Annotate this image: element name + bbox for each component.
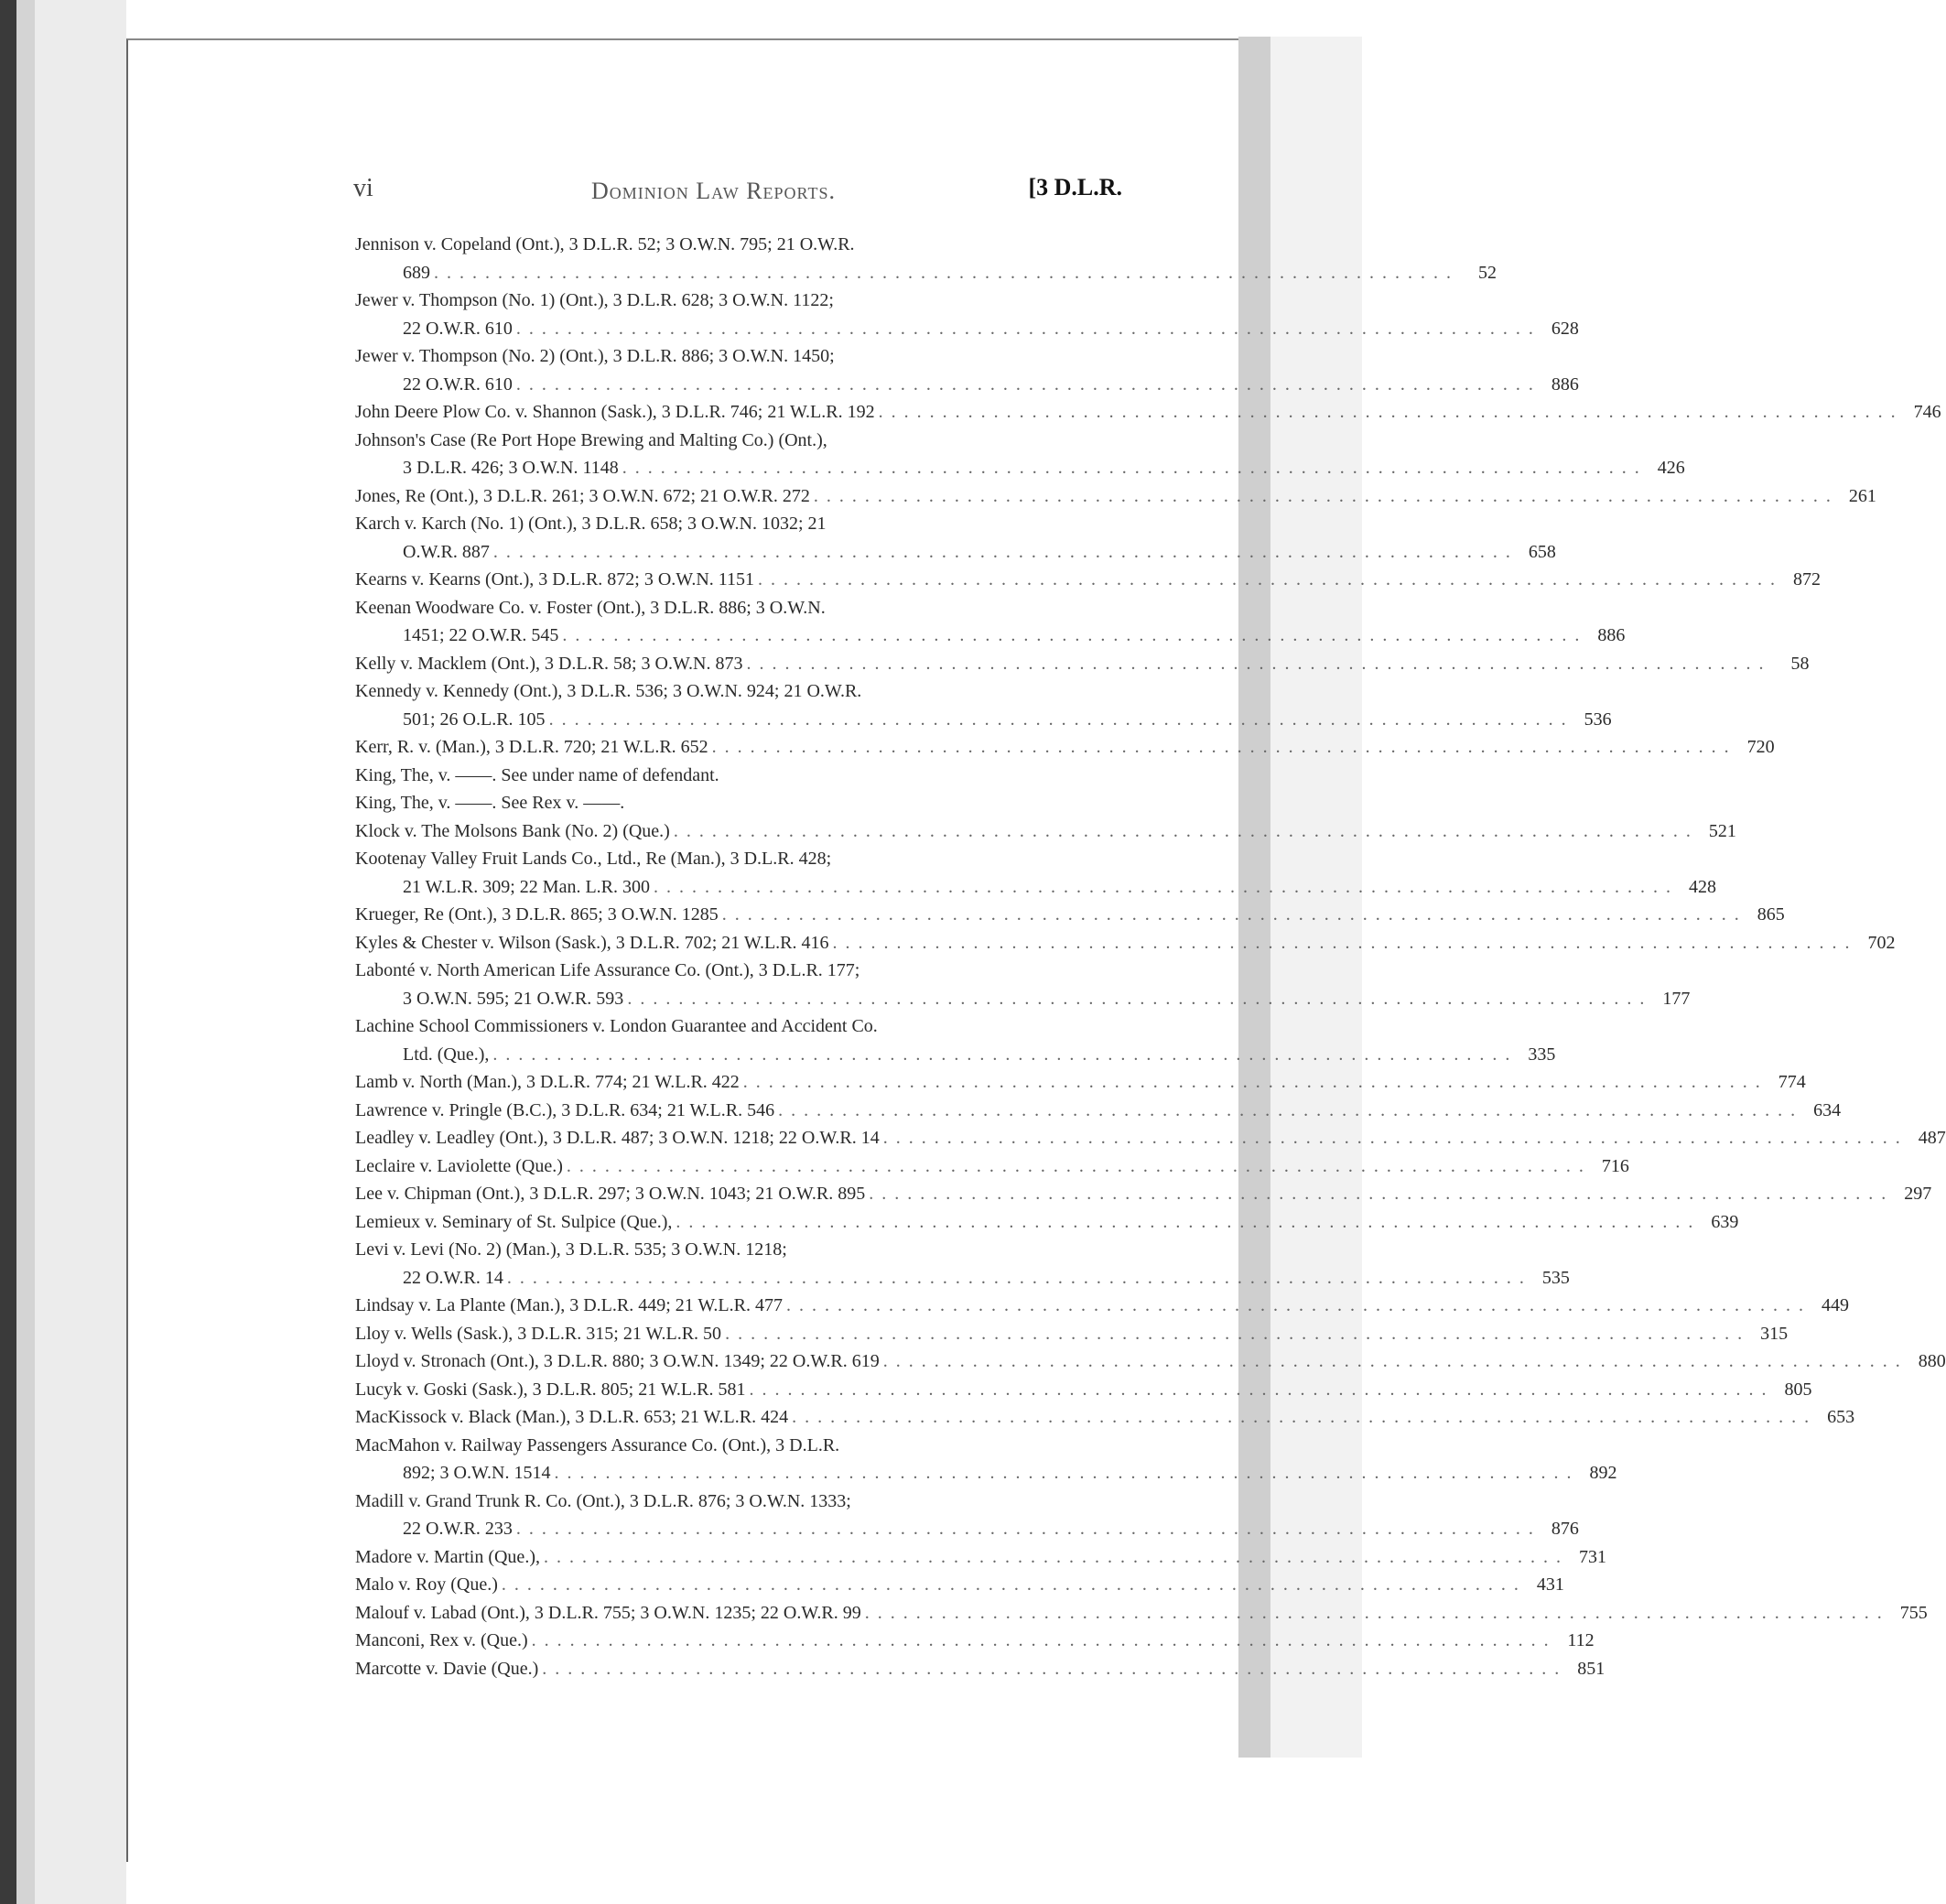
leader-dots: . . . . . . . . . . . . . . . . . . . . . . . . . . . . . . . . . . . . . . . . . . . . . . . . . . . . . . . . . . . . . . . . . . . . . . . . . . . . . . . . <box>562 625 1582 645</box>
case-citation-text: Lawrence v. Pringle (B.C.), 3 D.L.R. 634; 21 W.L.R. 546 <box>355 1099 775 1120</box>
entry-line <box>355 1403 1855 1432</box>
leader-dots: . . . . . . . . . . . . . . . . . . . . . . . . . . . . . . . . . . . . . . . . . . . . . . . . . . . . . . . . . . . . . . . . . . . . . . . . . . . . . . . . <box>878 402 1897 422</box>
leader-dots: . . . . . . . . . . . . . . . . . . . . . . . . . . . . . . . . . . . . . . . . . . . . . . . . . . . . . . . . . . . . . . . . . . . . . . . . . . . . . . . . <box>711 737 1731 757</box>
case-citation-text: 501; 26 O.L.R. 105 <box>403 709 546 730</box>
case-citation-text: 21 W.L.R. 309; 22 Man. L.R. 300 <box>403 876 651 897</box>
case-citation-text: Lloy v. Wells (Sask.), 3 D.L.R. 315; 21 W.L.R. 50 <box>355 1323 722 1344</box>
case-citation-text: Madore v. Martin (Que.), <box>355 1546 540 1567</box>
entry-line <box>355 1012 1126 1041</box>
index-entry <box>355 929 1896 957</box>
case-citation-text: 3 D.L.R. 426; 3 O.W.N. 1148 <box>403 458 619 478</box>
entry-continuation-line <box>355 371 1579 399</box>
entry-line <box>355 1571 1564 1599</box>
case-page-number: 886 <box>1597 625 1626 645</box>
case-page-number: 58 <box>1790 653 1810 674</box>
leader-dots: . . . . . . . . . . . . . . . . . . . . . . . . . . . . . . . . . . . . . . . . . . . . . . . . . . . . . . . . . . . . . . . . . . . . . . . . . . . . . . . . <box>746 653 1766 674</box>
case-page-number: 876 <box>1551 1519 1579 1539</box>
case-citation-text: 22 O.W.R. 14 <box>403 1267 503 1288</box>
case-citation-text: John Deere Plow Co. v. Shannon (Sask.), 3 D.L.R. 746; 21 W.L.R. 192 <box>355 402 875 422</box>
leader-dots: . . . . . . . . . . . . . . . . . . . . . . . . . . . . . . . . . . . . . . . . . . . . . . . . . . . . . . . . . . . . . . . . . . . . . . . . . . . . . . . . <box>566 1155 1585 1176</box>
case-citation-text: Keenan Woodware Co. v. Foster (Ont.), 3 D.L.R. 886; 3 O.W.N. <box>355 597 826 618</box>
index-entry <box>355 398 1941 427</box>
index-entry <box>355 677 1612 733</box>
leader-dots: . . . . . . . . . . . . . . . . . . . . . . . . . . . . . . . . . . . . . . . . . . . . . . . . . . . . . . . . . . . . . . . . . . . . . . . . . . . . . . . . <box>725 1323 1745 1344</box>
case-citation-text: Jewer v. Thompson (No. 2) (Ont.), 3 D.L.R. 886; 3 O.W.N. 1450; <box>355 346 835 366</box>
entry-line <box>355 1292 1849 1320</box>
index-entry <box>355 1320 1789 1348</box>
entry-line <box>355 1488 1126 1516</box>
case-page-number: 261 <box>1848 485 1876 506</box>
case-citation-text: 22 O.W.R. 610 <box>403 373 513 395</box>
entry-line <box>355 342 1126 371</box>
book-edge-shadow <box>16 0 35 1904</box>
entry-continuation-line <box>355 315 1579 343</box>
case-citation-text: Jennison v. Copeland (Ont.), 3 D.L.R. 52; 3 O.W.N. 795; 21 O.W.R. <box>355 234 855 254</box>
entry-line <box>355 566 1822 594</box>
case-citation-text: Malo v. Roy (Que.) <box>355 1574 498 1595</box>
case-citation-text: Lee v. Chipman (Ont.), 3 D.L.R. 297; 3 O.W.N. 1043; 21 O.W.R. 895 <box>355 1184 866 1204</box>
case-page-number: 112 <box>1567 1630 1595 1650</box>
leader-dots: . . . . . . . . . . . . . . . . . . . . . . . . . . . . . . . . . . . . . . . . . . . . . . . . . . . . . . . . . . . . . . . . . . . . . . . . . . . . . . . . <box>543 1546 1562 1567</box>
entry-line <box>355 1208 1739 1237</box>
index-entry <box>355 1376 1812 1404</box>
case-citation-text: Klock v. The Molsons Bank (No. 2) (Que.) <box>355 820 670 841</box>
entry-line <box>355 733 1775 762</box>
leader-dots: . . . . . . . . . . . . . . . . . . . . . . . . . . . . . . . . . . . . . . . . . . . . . . . . . . . . . . . . . . . . . . . . . . . . . . . . . . . . . . . . <box>778 1099 1798 1120</box>
leader-dots: . . . . . . . . . . . . . . . . . . . . . . . . . . . . . . . . . . . . . . . . . . . . . . . . . . . . . . . . . . . . . . . . . . . . . . . . . . . . . . . . <box>492 541 1512 562</box>
entry-line <box>355 398 1941 427</box>
index-entry <box>355 1012 1556 1068</box>
leader-dots: . . . . . . . . . . . . . . . . . . . . . . . . . . . . . . . . . . . . . . . . . . . . . . . . . . . . . . . . . . . . . . . . . . . . . . . . . . . . . . . . <box>792 1407 1811 1427</box>
case-citation-text: Lucyk v. Goski (Sask.), 3 D.L.R. 805; 21 W.L.R. 581 <box>355 1379 746 1400</box>
entry-line <box>355 1655 1605 1683</box>
case-citation-text: Karch v. Karch (No. 1) (Ont.), 3 D.L.R. 658; 3 O.W.N. 1032; 21 <box>355 514 827 534</box>
index-entry <box>355 1347 1946 1376</box>
leader-dots: . . . . . . . . . . . . . . . . . . . . . . . . . . . . . . . . . . . . . . . . . . . . . . . . . . . . . . . . . . . . . . . . . . . . . . . . . . . . . . . . <box>531 1630 1551 1650</box>
case-page-number: 805 <box>1784 1379 1812 1400</box>
leader-dots: . . . . . . . . . . . . . . . . . . . . . . . . . . . . . . . . . . . . . . . . . . . . . . . . . . . . . . . . . . . . . . . . . . . . . . . . . . . . . . . . <box>813 485 1832 506</box>
index-entry <box>355 1571 1564 1599</box>
index-entry <box>355 1208 1739 1237</box>
leader-dots: . . . . . . . . . . . . . . . . . . . . . . . . . . . . . . . . . . . . . . . . . . . . . . . . . . . . . . . . . . . . . . . . . . . . . . . . . . . . . . . . <box>869 1184 1888 1204</box>
leader-dots: . . . . . . . . . . . . . . . . . . . . . . . . . . . . . . . . . . . . . . . . . . . . . . . . . . . . . . . . . . . . . . . . . . . . . . . . . . . . . . . . <box>882 1128 1902 1148</box>
entry-line <box>355 901 1785 929</box>
leader-dots: . . . . . . . . . . . . . . . . . . . . . . . . . . . . . . . . . . . . . . . . . . . . . . . . . . . . . . . . . . . . . . . . . . . . . . . . . . . . . . . . <box>673 820 1692 841</box>
case-page-number: 851 <box>1577 1658 1605 1679</box>
leader-dots: . . . . . . . . . . . . . . . . . . . . . . . . . . . . . . . . . . . . . . . . . . . . . . . . . . . . . . . . . . . . . . . . . . . . . . . . . . . . . . . . <box>627 988 1647 1009</box>
entry-continuation-line <box>355 1459 1617 1488</box>
entry-line <box>355 762 1126 790</box>
index-entry <box>355 594 1626 650</box>
entry-line <box>355 1376 1812 1404</box>
case-page-number: 872 <box>1793 569 1822 590</box>
entry-line <box>355 1097 1842 1125</box>
case-page-number: 536 <box>1584 709 1612 730</box>
entry-line <box>355 817 1736 846</box>
entry-line <box>355 287 1126 315</box>
entry-line <box>355 594 1126 622</box>
index-entry <box>355 1124 1946 1152</box>
index-entry <box>355 1655 1605 1683</box>
index-entry <box>355 287 1579 342</box>
leader-dots: . . . . . . . . . . . . . . . . . . . . . . . . . . . . . . . . . . . . . . . . . . . . . . . . . . . . . . . . . . . . . . . . . . . . . . . . . . . . . . . . <box>515 318 1535 339</box>
entry-line <box>355 789 1126 817</box>
index-entry <box>355 1180 1932 1208</box>
case-index-list <box>355 231 1946 1682</box>
case-citation-text: Leclaire v. Laviolette (Que.) <box>355 1155 563 1176</box>
entry-line <box>355 845 1126 873</box>
case-page-number: 521 <box>1708 820 1736 841</box>
index-entry <box>355 1236 1570 1292</box>
case-page-number: 628 <box>1551 318 1579 339</box>
case-page-number: 746 <box>1913 402 1941 422</box>
index-entry <box>355 1488 1579 1543</box>
index-entry <box>355 1097 1842 1125</box>
case-citation-text: King, The, v. ——. See Rex v. ——. <box>355 793 625 813</box>
leader-dots: . . . . . . . . . . . . . . . . . . . . . . . . . . . . . . . . . . . . . . . . . . . . . . . . . . . . . . . . . . . . . . . . . . . . . . . . . . . . . . . . <box>434 262 1453 283</box>
case-page-number: 335 <box>1528 1044 1556 1065</box>
index-entry <box>355 845 1717 901</box>
entry-line <box>355 1068 1806 1097</box>
running-title: Dominion Law Reports. <box>591 178 836 204</box>
case-citation-text: 22 O.W.R. 233 <box>403 1519 513 1539</box>
case-citation-text: Marcotte v. Davie (Que.) <box>355 1658 539 1679</box>
case-page-number: 880 <box>1918 1351 1946 1371</box>
index-entry <box>355 817 1736 846</box>
leader-dots: . . . . . . . . . . . . . . . . . . . . . . . . . . . . . . . . . . . . . . . . . . . . . . . . . . . . . . . . . . . . . . . . . . . . . . . . . . . . . . . . <box>864 1602 1884 1623</box>
index-entry <box>355 650 1810 678</box>
leader-dots: . . . . . . . . . . . . . . . . . . . . . . . . . . . . . . . . . . . . . . . . . . . . . . . . . . . . . . . . . . . . . . . . . . . . . . . . . . . . . . . . <box>786 1295 1805 1315</box>
index-entry <box>355 566 1822 594</box>
case-citation-text: MacMahon v. Railway Passengers Assurance Co. (Ont.), 3 D.L.R. <box>355 1434 840 1455</box>
entry-continuation-line <box>355 538 1556 567</box>
index-entry <box>355 231 1497 287</box>
case-page-number: 755 <box>1899 1602 1928 1623</box>
case-page-number: 487 <box>1918 1128 1946 1148</box>
index-entry <box>355 1068 1806 1097</box>
entry-line <box>355 1124 1946 1152</box>
entry-continuation-line <box>355 259 1497 287</box>
leader-dots: . . . . . . . . . . . . . . . . . . . . . . . . . . . . . . . . . . . . . . . . . . . . . . . . . . . . . . . . . . . . . . . . . . . . . . . . . . . . . . . . <box>742 1072 1762 1092</box>
leader-dots: . . . . . . . . . . . . . . . . . . . . . . . . . . . . . . . . . . . . . . . . . . . . . . . . . . . . . . . . . . . . . . . . . . . . . . . . . . . . . . . . <box>721 904 1741 925</box>
leader-dots: . . . . . . . . . . . . . . . . . . . . . . . . . . . . . . . . . . . . . . . . . . . . . . . . . . . . . . . . . . . . . . . . . . . . . . . . . . . . . . . . <box>749 1379 1768 1400</box>
case-citation-text: King, The, v. ——. See under name of defendant. <box>355 764 719 785</box>
index-entry <box>355 762 1126 790</box>
leader-dots: . . . . . . . . . . . . . . . . . . . . . . . . . . . . . . . . . . . . . . . . . . . . . . . . . . . . . . . . . . . . . . . . . . . . . . . . . . . . . . . . <box>882 1351 1902 1371</box>
leader-dots: . . . . . . . . . . . . . . . . . . . . . . . . . . . . . . . . . . . . . . . . . . . . . . . . . . . . . . . . . . . . . . . . . . . . . . . . . . . . . . . . <box>542 1658 1562 1679</box>
case-page-number: 702 <box>1867 932 1896 953</box>
index-entry <box>355 1152 1629 1181</box>
case-citation-text: Labonté v. North American Life Assurance Co. (Ont.), 3 D.L.R. 177; <box>355 960 860 980</box>
case-page-number: 658 <box>1528 541 1556 562</box>
index-entry <box>355 427 1685 482</box>
case-page-number: 297 <box>1904 1184 1932 1204</box>
case-citation-text: Leadley v. Leadley (Ont.), 3 D.L.R. 487; 3 O.W.N. 1218; 22 O.W.R. 14 <box>355 1128 880 1148</box>
case-citation-text: Lloyd v. Stronach (Ont.), 3 D.L.R. 880; 3 O.W.N. 1349; 22 O.W.R. 619 <box>355 1351 880 1371</box>
case-page-number: 177 <box>1662 988 1691 1009</box>
leader-dots: . . . . . . . . . . . . . . . . . . . . . . . . . . . . . . . . . . . . . . . . . . . . . . . . . . . . . . . . . . . . . . . . . . . . . . . . . . . . . . . . <box>654 876 1673 897</box>
index-entry <box>355 1292 1849 1320</box>
leader-dots: . . . . . . . . . . . . . . . . . . . . . . . . . . . . . . . . . . . . . . . . . . . . . . . . . . . . . . . . . . . . . . . . . . . . . . . . . . . . . . . . <box>548 709 1568 730</box>
index-entry <box>355 901 1785 929</box>
leader-dots: . . . . . . . . . . . . . . . . . . . . . . . . . . . . . . . . . . . . . . . . . . . . . . . . . . . . . . . . . . . . . . . . . . . . . . . . . . . . . . . . <box>501 1574 1520 1595</box>
page-header <box>353 174 1122 211</box>
case-citation-text: Lemieux v. Seminary of St. Sulpice (Que.), <box>355 1211 673 1232</box>
case-citation-text: Jewer v. Thompson (No. 1) (Ont.), 3 D.L.R. 628; 3 O.W.N. 1122; <box>355 290 834 310</box>
case-page-number: 428 <box>1689 876 1717 897</box>
entry-line <box>355 1543 1606 1572</box>
entry-line <box>355 427 1126 455</box>
case-page-number: 731 <box>1578 1546 1606 1567</box>
case-citation-text: Kelly v. Macklem (Ont.), 3 D.L.R. 58; 3 O.W.N. 873 <box>355 653 743 674</box>
entry-line <box>355 1347 1946 1376</box>
entry-line <box>355 957 1126 985</box>
case-citation-text: 3 O.W.N. 595; 21 O.W.R. 593 <box>403 988 624 1009</box>
case-page-number: 865 <box>1757 904 1785 925</box>
case-citation-text: Manconi, Rex v. (Que.) <box>355 1630 528 1650</box>
entry-line <box>355 1599 1928 1628</box>
page-number: vi <box>353 174 373 202</box>
case-page-number: 886 <box>1551 373 1579 395</box>
case-citation-text: MacKissock v. Black (Man.), 3 D.L.R. 653; 21 W.L.R. 424 <box>355 1407 789 1427</box>
case-citation-text: Ltd. (Que.), <box>403 1044 490 1065</box>
case-citation-text: 1451; 22 O.W.R. 545 <box>403 625 559 645</box>
case-citation-text: Lamb v. North (Man.), 3 D.L.R. 774; 21 W.L.R. 422 <box>355 1072 740 1092</box>
leader-dots: . . . . . . . . . . . . . . . . . . . . . . . . . . . . . . . . . . . . . . . . . . . . . . . . . . . . . . . . . . . . . . . . . . . . . . . . . . . . . . . . <box>676 1211 1695 1232</box>
leader-dots: . . . . . . . . . . . . . . . . . . . . . . . . . . . . . . . . . . . . . . . . . . . . . . . . . . . . . . . . . . . . . . . . . . . . . . . . . . . . . . . . <box>515 1519 1535 1539</box>
entry-continuation-line <box>355 622 1626 650</box>
case-citation-text: Kyles & Chester v. Wilson (Sask.), 3 D.L.R. 702; 21 W.L.R. 416 <box>355 932 829 953</box>
index-entry <box>355 342 1579 398</box>
book-spine-edge <box>0 0 16 1904</box>
leader-dots: . . . . . . . . . . . . . . . . . . . . . . . . . . . . . . . . . . . . . . . . . . . . . . . . . . . . . . . . . . . . . . . . . . . . . . . . . . . . . . . . <box>492 1044 1512 1065</box>
case-page-number: 535 <box>1541 1267 1570 1288</box>
index-entry <box>355 957 1691 1012</box>
case-citation-text: Levi v. Levi (No. 2) (Man.), 3 D.L.R. 535; 3 O.W.N. 1218; <box>355 1239 787 1260</box>
index-entry <box>355 789 1126 817</box>
entry-continuation-line <box>355 873 1717 902</box>
entry-line <box>355 1236 1126 1264</box>
case-citation-text: Kootenay Valley Fruit Lands Co., Ltd., Re (Man.), 3 D.L.R. 428; <box>355 849 832 869</box>
entry-continuation-line <box>355 454 1685 482</box>
case-citation-text: 22 O.W.R. 610 <box>403 318 513 339</box>
entry-continuation-line <box>355 706 1612 734</box>
case-page-number: 449 <box>1822 1295 1849 1315</box>
entry-line <box>355 1627 1595 1655</box>
entry-line <box>355 1320 1789 1348</box>
leader-dots: . . . . . . . . . . . . . . . . . . . . . . . . . . . . . . . . . . . . . . . . . . . . . . . . . . . . . . . . . . . . . . . . . . . . . . . . . . . . . . . . <box>554 1463 1573 1483</box>
case-page-number: 639 <box>1711 1211 1739 1232</box>
case-citation-text: Lachine School Commissioners v. London Guarantee and Accident Co. <box>355 1016 878 1036</box>
index-entry <box>355 510 1556 566</box>
scan-margin-left <box>35 0 126 1904</box>
index-entry <box>355 733 1775 762</box>
case-citation-text: Malouf v. Labad (Ont.), 3 D.L.R. 755; 3 O.W.N. 1235; 22 O.W.R. 99 <box>355 1602 861 1623</box>
case-page-number: 634 <box>1813 1099 1842 1120</box>
case-citation-text: Krueger, Re (Ont.), 3 D.L.R. 865; 3 O.W.N. 1285 <box>355 904 719 925</box>
entry-continuation-line <box>355 1515 1579 1543</box>
case-citation-text: Madill v. Grand Trunk R. Co. (Ont.), 3 D.L.R. 876; 3 O.W.N. 1333; <box>355 1490 851 1511</box>
case-page-number: 653 <box>1827 1407 1855 1427</box>
index-entry <box>355 1599 1928 1628</box>
case-citation-text: Kennedy v. Kennedy (Ont.), 3 D.L.R. 536; 3 O.W.N. 924; 21 O.W.R. <box>355 681 862 701</box>
index-entry <box>355 1543 1606 1572</box>
entry-continuation-line <box>355 1041 1556 1069</box>
leader-dots: . . . . . . . . . . . . . . . . . . . . . . . . . . . . . . . . . . . . . . . . . . . . . . . . . . . . . . . . . . . . . . . . . . . . . . . . . . . . . . . . <box>758 569 1778 590</box>
case-citation-text: Kerr, R. v. (Man.), 3 D.L.R. 720; 21 W.L.R. 652 <box>355 737 708 757</box>
volume-label: [3 D.L.R. <box>1028 174 1122 200</box>
entry-line <box>355 482 1876 511</box>
case-citation-text: Johnson's Case (Re Port Hope Brewing and Malting Co.) (Ont.), <box>355 429 827 450</box>
leader-dots: . . . . . . . . . . . . . . . . . . . . . . . . . . . . . . . . . . . . . . . . . . . . . . . . . . . . . . . . . . . . . . . . . . . . . . . . . . . . . . . . <box>622 458 1641 478</box>
index-entry <box>355 1627 1595 1655</box>
case-citation-text: Lindsay v. La Plante (Man.), 3 D.L.R. 449; 21 W.L.R. 477 <box>355 1295 783 1315</box>
entry-line <box>355 929 1896 957</box>
case-citation-text: Kearns v. Kearns (Ont.), 3 D.L.R. 872; 3 O.W.N. 1151 <box>355 569 755 590</box>
entry-line <box>355 1180 1932 1208</box>
entry-continuation-line <box>355 985 1691 1013</box>
case-citation-text: Jones, Re (Ont.), 3 D.L.R. 261; 3 O.W.N. 672; 21 O.W.R. 272 <box>355 485 810 506</box>
entry-line <box>355 677 1126 706</box>
case-page-number: 426 <box>1657 458 1685 478</box>
case-citation-text: O.W.R. 887 <box>403 541 490 562</box>
index-entry <box>355 1432 1617 1488</box>
entry-line <box>355 1152 1629 1181</box>
entry-continuation-line <box>355 1264 1570 1293</box>
case-page-number: 52 <box>1478 262 1497 283</box>
leader-dots: . . . . . . . . . . . . . . . . . . . . . . . . . . . . . . . . . . . . . . . . . . . . . . . . . . . . . . . . . . . . . . . . . . . . . . . . . . . . . . . . <box>515 373 1535 395</box>
case-page-number: 716 <box>1601 1155 1629 1176</box>
entry-line <box>355 650 1810 678</box>
case-page-number: 720 <box>1746 737 1775 757</box>
entry-line <box>355 1432 1126 1460</box>
case-citation-text: 892; 3 O.W.N. 1514 <box>403 1463 551 1483</box>
case-page-number: 431 <box>1536 1574 1564 1595</box>
case-page-number: 315 <box>1760 1323 1789 1344</box>
entry-line <box>355 231 1126 259</box>
index-entry <box>355 1403 1855 1432</box>
leader-dots: . . . . . . . . . . . . . . . . . . . . . . . . . . . . . . . . . . . . . . . . . . . . . . . . . . . . . . . . . . . . . . . . . . . . . . . . . . . . . . . . <box>832 932 1852 953</box>
case-citation-text: 689 <box>403 262 430 283</box>
index-entry <box>355 482 1876 511</box>
leader-dots: . . . . . . . . . . . . . . . . . . . . . . . . . . . . . . . . . . . . . . . . . . . . . . . . . . . . . . . . . . . . . . . . . . . . . . . . . . . . . . . . <box>506 1267 1526 1288</box>
case-page-number: 892 <box>1589 1463 1617 1483</box>
case-page-number: 774 <box>1778 1072 1806 1092</box>
entry-line <box>355 510 1126 538</box>
